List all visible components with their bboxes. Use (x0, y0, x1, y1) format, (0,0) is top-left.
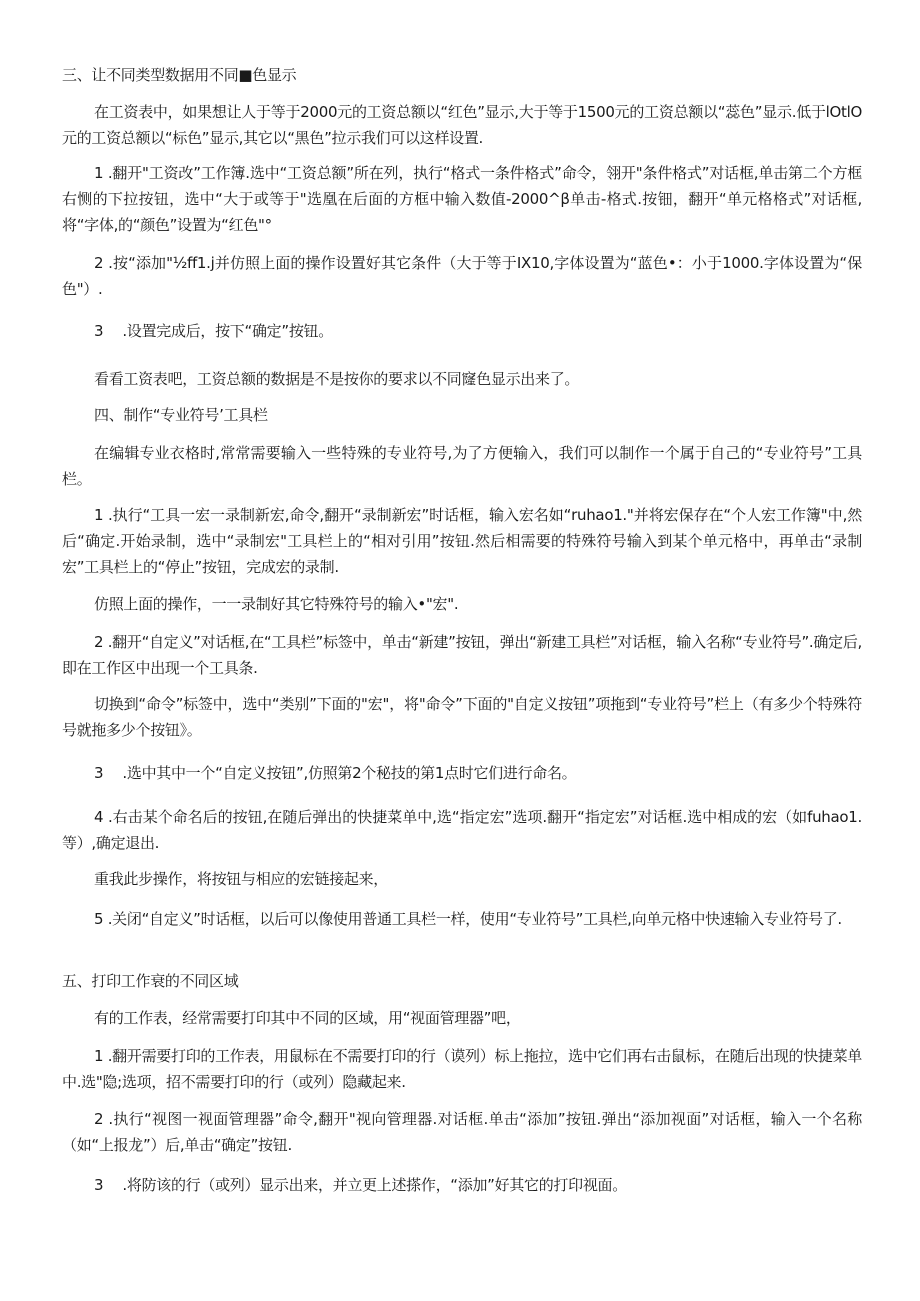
paragraph: 在编辑专业衣格时,常常需要输入一些特殊的专业符号,为了方便输入，我们可以制作一个属于自己的“专业符号”工具栏。 (62, 444, 862, 488)
numbered-item: 3 .选中其中一个“自定义按钮”,仿照第2个秘技的第1点时它们进行命名。 (94, 764, 577, 782)
paragraph: 有的工作表，经常需要打印其中不同的区域，用“视面管理器”吧， (94, 1009, 521, 1027)
numbered-item: 2 .执行“视图一视面管理器”命令,翻开"视向管理器.对话框.单击“添加”按钮.弹出“添加视面”对话框，输入一个名称（如“上报龙”）后,单击“确定”按钮. (62, 1110, 862, 1154)
numbered-item: 1 .翻开"工资改”工作簿.选中“工资总额”所在列，执行“格式一条件格式”命令，翎开"条件格式”对话框,单击第二个方框右恻的下拉按钮，选中“大于或等于"选凰在后面的方框中输入数值-2000^β单击-格式.按钿，翻开“单元格格式”对话框,将“字体,的“颜色”设置为“红色"° (62, 164, 862, 234)
numbered-item: 2 .翻开“自定义”对话框,在“工具栏”标签中，单击“新建”按钮，弹出“新建工具栏”对话框，输入名称“专业符号”.确定后,即在工作区中出现一个工具条. (62, 633, 862, 677)
paragraph: 在工资表中，如果想让人于等于2000元的工资总额以“红色”显示,大于等于1500元的工资总额以“蕊色”显示.低于lOtlO元的工资总额以“标色”显示,其它以“黑色”拉示我们可以这样设置. (62, 103, 862, 147)
paragraph: 仿照上面的操作，一一录制好其它特殊符号的输入•"宏". (94, 595, 459, 613)
numbered-item: 4 .右击某个命名后的按钮,在随后弹出的快捷菜单中,选“指定宏”选项.翻开“指定宏”对话框.选中相成的宏（如fuhao1.等）,确定退出. (62, 808, 862, 852)
numbered-item: 3 .将防该的行（或列）显示出来，并立更上述搽作，“添加”好其它的打印视面。 (94, 1176, 627, 1194)
numbered-item: 1 .执行“工具一宏一录制新宏,命令,翻开“录制新宏”时话框，输入宏名如“ruhao1."并将宏保存在“个人宏工作簿"中,然后“确定.开始录制，选中“录制宏"工具栏上的“相对引用”按钮.然后相需要的特殊符号输入到某个单元格中，再单击“录制宏”工具栏上的“停止”按钮，完成宏的录制. (62, 506, 862, 576)
numbered-item: 1 .翻开需要打印的工作表，用鼠标在不需要打印的行（谟列）标上拖拉，选中它们再右击鼠标，在随后出现的快捷菜单中.选"隐;选项，招不需要打印的行（或列）隐藏起来. (62, 1047, 862, 1091)
document-page (62, 0, 862, 1301)
numbered-item: 2 .按“添加"½ff1.j并仿照上面的操作设置好其它条件（大于等于IX10,字体设置为“蓝色•：小于1000.字体设置为“保色"）. (62, 254, 862, 298)
numbered-item: 5 .关闭“自定义”时话框，以后可以像使用普通工具栏一样，使用“专业符号”工具栏,向单元格中快速输入专业符号了. (94, 910, 842, 928)
section-heading-4: 四、制作“专业符号’工具栏 (94, 406, 268, 424)
paragraph: 看看工资表吧，工资总额的数据是不是按你的要求以不同窿色显示出来了。 (94, 370, 580, 388)
paragraph: 重我此步操作，将按钮与相应的宏链接起来， (94, 870, 389, 888)
section-heading-5: 五、打印工作衰的不同区域 (62, 972, 239, 990)
paragraph: 切换到“命令”标签中，选中“类别”下面的"宏"，将"命令”下面的"自定义按钮”项拖到“专业符号”栏上（有多少个特殊符号就拖多少个按钮》。 (62, 695, 862, 739)
numbered-item: 3 .设置完成后，按下“确定”按钮。 (94, 322, 333, 340)
section-heading-3: 三、让不同类型数据用不同■色显示 (62, 66, 297, 84)
